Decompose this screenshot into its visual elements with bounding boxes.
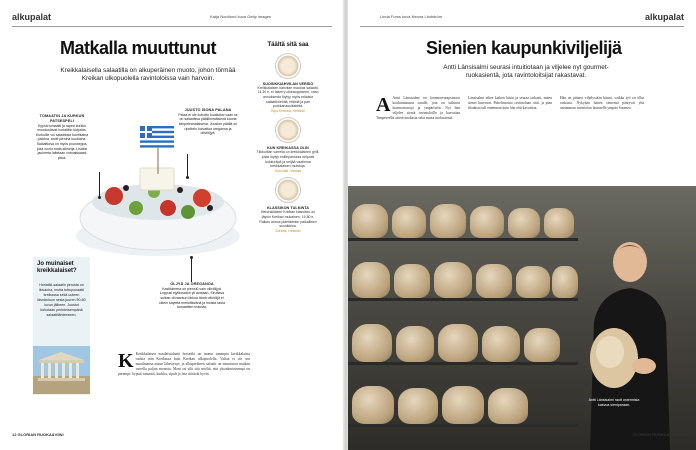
top-rule [12, 26, 332, 27]
drop-cap: A [376, 94, 391, 116]
annotation-marker [186, 176, 189, 179]
sidebar-item-text: Kreikkalaisen kahvilan maukas salaatti, 14,30 e, ei takerry oikeaoppiseen, vaan annoksesta löytyy myös erilaisia salaattinlehtiä, retiisiä ja pari porkkanasuikaletta. [257, 85, 319, 109]
article-column-3: Hän on pitänyt viljelystään kiinni, vaikka työ on ollut raskasta. Nykyään hänen sienensä päätyvät yhä useamman ravintolan lautaselle ympäri Suomea. [560, 96, 644, 110]
shelf [348, 298, 578, 301]
mushroom-bag [392, 206, 426, 238]
dish-photo [275, 177, 301, 203]
mushroom-bag [552, 266, 578, 298]
mushroom-bag [476, 264, 512, 298]
lead-text: Kreikkalaisella salaatilla on alkuperäinen muoto, johon törmää Kreikan ulkopuolella ravintoloissa vain harvoin. [60, 67, 236, 82]
page-title: Matkalla muuttunut [60, 38, 216, 58]
mushroom-bag [482, 326, 520, 362]
article-column-1 [376, 96, 460, 121]
info-box-title: Jo muinaiset kreikkalaiset? [37, 261, 77, 274]
shelf [348, 362, 578, 365]
section-label: alkupalat [12, 12, 52, 22]
lead-text: Antti Länsisalmi seurasi intuitiotaan ja viljelee nyt gourmet-ruokasientä, jota ravintoloitsijat rakastavat. [443, 64, 609, 79]
article-body [118, 352, 250, 377]
mushroom-bag [430, 204, 466, 238]
annotation-tomato-cucumber [34, 114, 90, 160]
dish-photo [275, 53, 301, 79]
dish-photo [275, 117, 301, 143]
sidebar-item-heading: KUN KREIKASSA OLIN [267, 146, 309, 151]
annotation-cheese [178, 108, 238, 136]
sidebar-item-place: Kipo Kreikka, Helsinki [271, 109, 305, 114]
annotation-oil-oregano [158, 282, 226, 310]
body-text: Antti Länsisalmi on luonnonvarapsinoon kouluttautunut saralle, jota on tutkinut luonnonvaroja ja ympäristöä. Nyt hän viljelee sieniä ravintoloille ja kasvattaa Tampereella osterivinokasta sekä muita ruokasieniä. [376, 96, 460, 120]
annotation-title: JUUSTO ISONA PALANA [184, 108, 232, 112]
mushroom-bag [352, 386, 394, 424]
sidebar-item-heading: SUOSIKKIAHVILAN VERSIO [262, 81, 314, 86]
sidebar-item-place: Zorbas, Helsinki [275, 228, 301, 233]
shelf [348, 238, 578, 241]
byline: Linda Forss kuva Neona Lindström [380, 14, 443, 19]
annotation-title: TOMAATIN JA KURKUN PATSESPELI [39, 114, 85, 123]
annotation-text: Kastikkeena on pienoiü vain oliiviöljyä. Loppusi ejyläosaton yli avataan. Siruttava suikan olivaarsun lärkoa tämä oliiviöljä ei oikein käytetä merkittävänä ja moista tauta tomaattien mausta. [158, 286, 226, 310]
where-to-get-sidebar [256, 42, 320, 236]
annotation-title: ÖLJYÄ JA OREGANOA [170, 282, 214, 286]
sidebar-title: Täältä sitä saa [267, 42, 309, 48]
info-box-text: Horiatiki-salaatin perusta on ikivanha, mutta tuttupuuaatti kreikassa sekä uuteen läsnäoloon nesta juuren 50-60 luvun jälkeen. Juustot kohotaan perinteisempänä salaattilähteeseen. [37, 282, 86, 317]
annotation-text: Kypsä tomaatti ja rapea kurkku muodostavat horiatikin kivijalan. Kurkuille voi saladiksia kuorikaina paloina, sivät pieninä kuutioina. Salaattiosa on myös puuoseppa, joka vuolu-mata-silmeija. Lisäksi jauheeta laitetaan voimakkaasti pitoa. [35, 123, 89, 160]
farmer-person [580, 226, 680, 450]
mushroom-bag [488, 388, 528, 424]
mushroom-bag [438, 324, 478, 362]
left-page [0, 0, 344, 450]
mushroom-bag [352, 324, 392, 362]
page-footer: 12 GLORIAN RUOKA&VIINI [12, 432, 64, 437]
section-label: alkupalat [644, 12, 684, 22]
mushroom-bag [352, 262, 390, 298]
top-rule [360, 26, 684, 27]
annotation-leader [191, 258, 192, 282]
right-page [348, 0, 696, 450]
page-footer: GLORIAN RUOKA&VIINI 13 [632, 432, 684, 437]
mushroom-bag [396, 326, 434, 362]
body-text: Kreikkalaisen maalaissalaatti horiatiki on tuonut tummpia kreikkalaisia ruokia niin Kreikassa kuin Kreikan ulkopuolella. Valtaa ei ole sen maailmansa asuun lähestynyt, ja alkuperäinen salaatti on muuttunut matkan varrella paljon monista. Moni on silti sitä mieltä, että yksinkertaisempi on parempi: kypsät tomaatit, kurkku, sipuli ja feta riittävät hyvin. [118, 352, 250, 376]
mushroom-bag [394, 264, 430, 298]
sidebar-item-text: Helsinkiläisen Kreikan klassikko on täysin Kreikan mukainen, 19,80 e. Raikas annos pidetäänkin paikallisen suosikkina. [259, 210, 317, 229]
mushroom-bag [508, 208, 540, 238]
mushroom-bag [398, 388, 438, 424]
mushroom-bag [470, 206, 504, 238]
sidebar-item-place: Souvlaki, Vantaa [274, 169, 301, 174]
sidebar-item-heading: KLASSIKON TULKINTA [266, 206, 310, 211]
temple-image [33, 346, 90, 394]
photo-caption: Antti Länsisalmi rautt ostermisia kasvua sieniparaan. [588, 398, 640, 407]
mushroom-photo [348, 186, 696, 450]
sidebar-item-text: Tiikkurilan varrella on kreikkalainen grilli, josta löytyy esillepanossa helposti kukkuräpä ja neljää vaatimua kreikkalaisen muistoja. [256, 150, 320, 169]
article-column-2: Länsisalmi tekee kaiken käsin ja seuraa tarkasti, miten sienet kasvavat. Puhelinsoitto ravintolaan riitti, ja pian tilauksia tuli enemmän kuin hän ehti kasvattaa. [468, 96, 552, 110]
drop-cap: K [118, 350, 134, 372]
annotation-leader [187, 154, 188, 176]
mushroom-bag [524, 328, 560, 362]
greek-flag-icon [140, 126, 174, 148]
mushroom-bag [434, 262, 472, 298]
page-title: Sienien kaupunkiviljelijä [426, 38, 622, 58]
mushroom-bag [352, 204, 388, 238]
annotation-text: Fetaa ei ole kohottu kuutioiksi vaan se on salaatissa pääillimmäisenä koona kimpeleanalaisena. Juuston päällä on ripottelu kuivattua oreganoa ja oliiviöljyä. [178, 112, 238, 136]
annotation-leader [99, 172, 100, 197]
mushroom-bag [544, 208, 574, 238]
mushroom-bag [516, 266, 550, 298]
mushroom-bag [442, 386, 484, 424]
shelf [348, 424, 578, 427]
byline: Katja Nordlund kuva Getty Images [210, 14, 271, 19]
